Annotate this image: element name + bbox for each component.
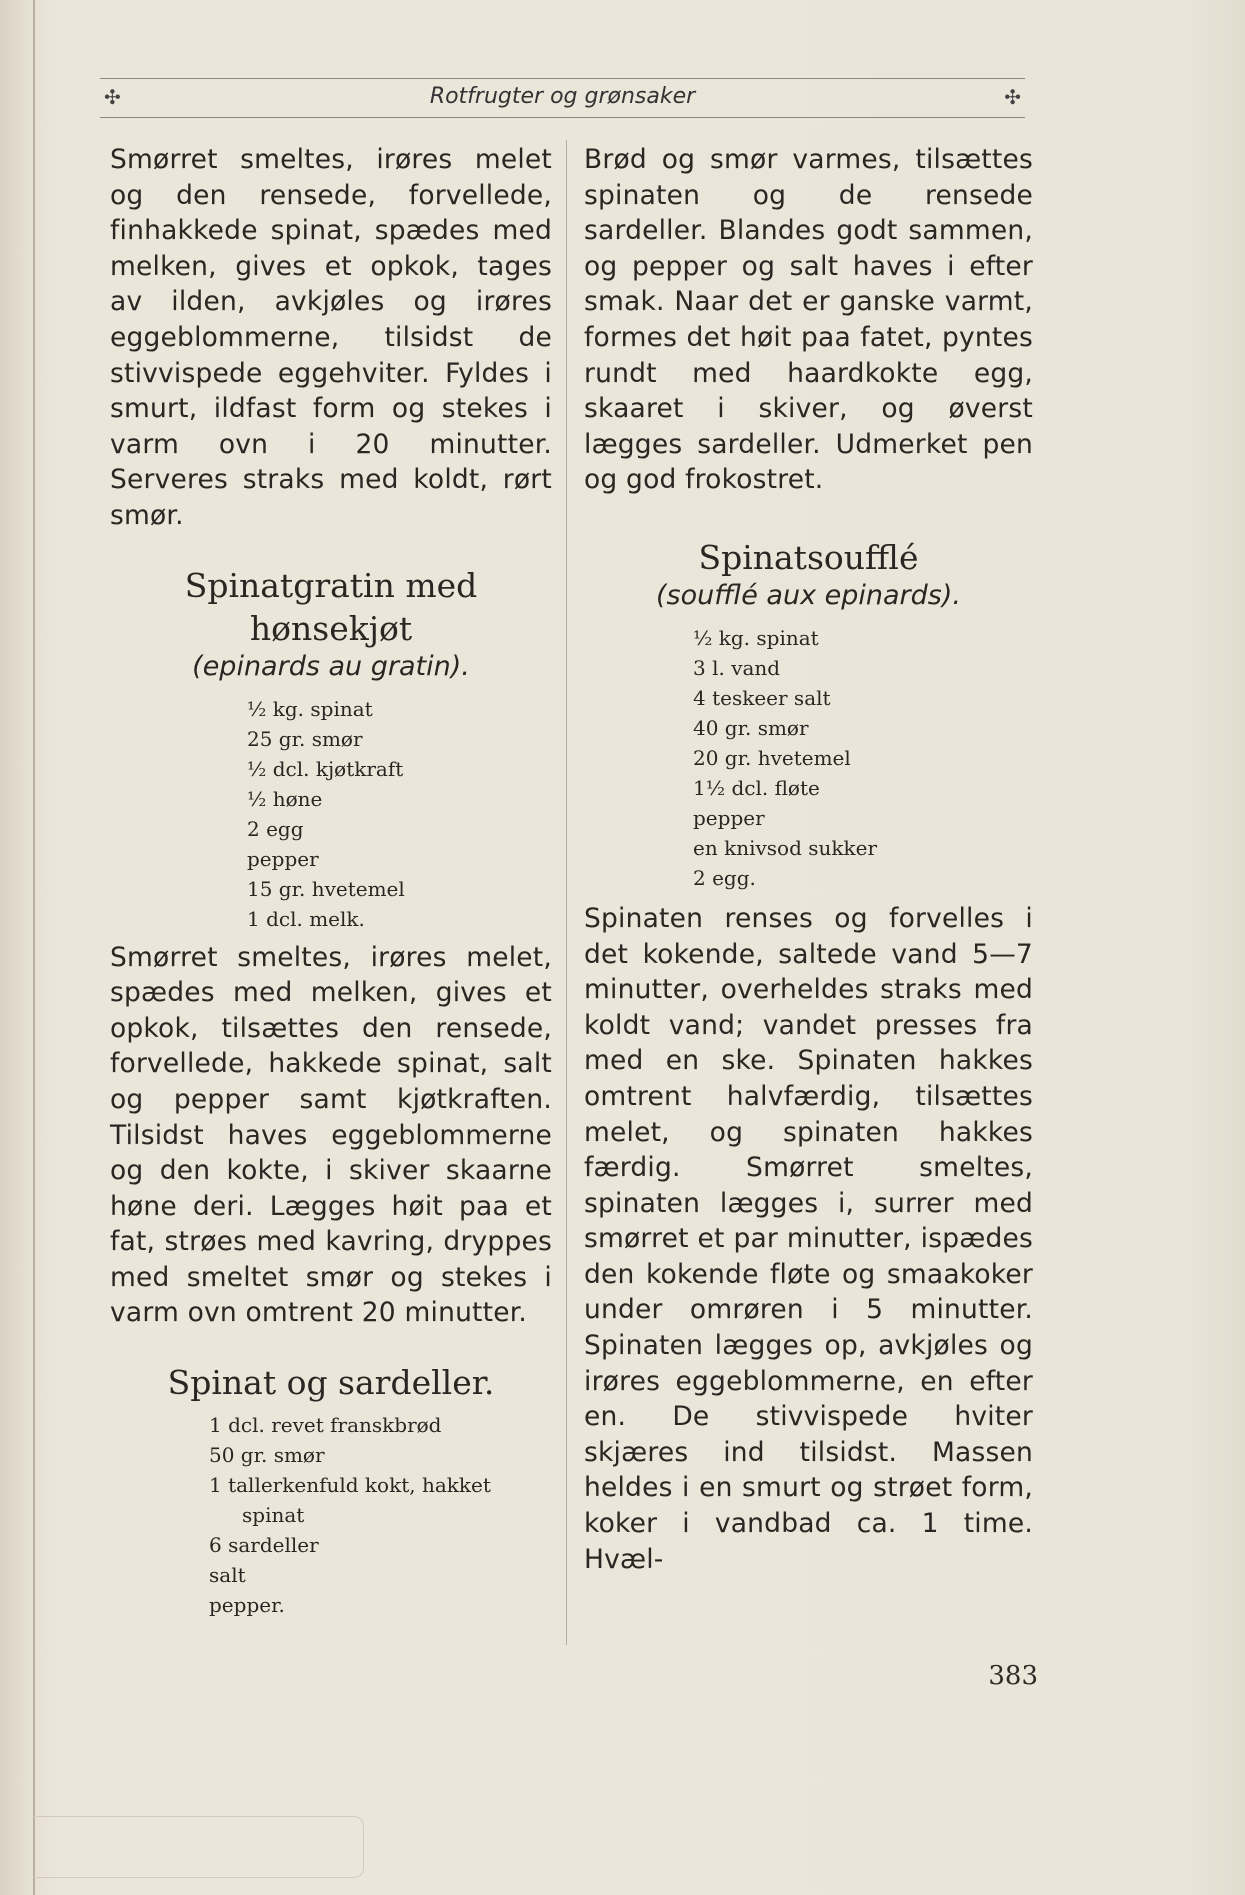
ingredient-item: salt: [209, 1563, 246, 1588]
binding-edge: [33, 0, 35, 1895]
running-header-title: Rotfrugter og grønsaker: [429, 84, 696, 109]
ingredient-item: 15 gr. hvetemel: [247, 876, 405, 901]
ornament-left-icon: ✣: [104, 85, 121, 109]
running-header: [100, 78, 1025, 118]
ingredient-item: en knivsod sukker: [693, 835, 878, 860]
ingredient-item: 50 gr. smør: [209, 1443, 325, 1468]
ingredient-item: 6 sardeller: [209, 1533, 319, 1558]
ingredient-item: pepper.: [209, 1593, 285, 1618]
ingredient-list-spinatsouffle: [693, 623, 1033, 893]
recipe-title-line2: hønsekjøt: [249, 608, 413, 648]
ingredient-item: 1 dcl. melk.: [247, 906, 365, 931]
ingredient-list-spinat-og-sardeller: [209, 1410, 552, 1620]
ingredient-list-spinatgratin: [247, 694, 552, 934]
recipe-title-spinatsouffle: Spinatsoufflé: [698, 537, 919, 577]
ingredient-item: 2 egg.: [693, 865, 756, 890]
recipe-subtitle-spinatgratin: (epinards au gratin).: [192, 650, 470, 682]
continued-recipe-text: Smørret smeltes, irøres melet og den rensede, forvellede, finhakkede spinat, spædes med melken, gives et opkok, tages av ilden, avkjøles og irøres eggeblommerne, tilsidst de stivvispede eggehviter. Fyldes i smurt, ildfast form og stekes i varm ovn i 20 minutter. Serveres straks med koldt, rørt smør.: [110, 144, 552, 531]
recipe-title-spinatgratin: [110, 564, 552, 650]
ingredient-item: pepper: [693, 805, 765, 830]
recipe-title-spinat-og-sardeller: Spinat og sardeller.: [167, 1363, 495, 1403]
ingredient-item: 1½ dcl. fløte: [693, 775, 820, 800]
ingredient-item: pepper: [247, 846, 319, 871]
recipe-title-line1: Spinatgratin med: [184, 565, 478, 605]
ingredient-item: ½ kg. spinat: [693, 625, 819, 650]
ingredient-item: 2 egg: [247, 816, 304, 841]
ingredient-item: ½ kg. spinat: [247, 696, 373, 721]
ingredient-item: 25 gr. smør: [247, 726, 363, 751]
ingredient-item: 20 gr. hvetemel: [693, 745, 851, 770]
left-column: [110, 142, 552, 1620]
column-divider: [566, 140, 567, 1645]
page-corner-mark: [33, 1816, 364, 1878]
recipe-method-spinatsouffle: Spinaten renses og forvelles i det kokende, saltede vand 5—7 minutter, overheldes straks med koldt vand; vandet presses fra med en ske. Spinaten hakkes omtrent halvfærdig, tilsættes melet, og spinaten hakkes færdig. Smørret smeltes, spinaten lægges i, surrer med smørret et par minutter, ispædes den kokende fløte og smaakoker under omrøren i 5 minutter. Spinaten lægges op, avkjøles og irøres eggeblommerne, en efter en. De stivvispede hviter skjæres ind tilsidst. Massen heldes i en smurt og strøet form, koker i vandbad ca. 1 time. Hvæl-: [584, 902, 1033, 1575]
ingredient-item: spinat: [242, 1503, 305, 1528]
ingredient-item: 40 gr. smør: [693, 715, 809, 740]
ingredient-item: 3 l. vand: [693, 655, 781, 680]
page-number: 383: [988, 1661, 1038, 1691]
ornament-right-icon: ✣: [1004, 85, 1021, 109]
right-column: [584, 142, 1033, 1577]
recipe-method-spinat-og-sardeller: Brød og smør varmes, tilsættes spinaten og de rensede sardeller. Blandes godt sammen, og pepper og salt haves i efter smak. Naar det er ganske varmt, formes det høit paa fatet, pyntes rundt med haardkokte egg, skaaret i skiver, og øverst lægges sardeller. Udmerket pen og god frokostret.: [584, 144, 1033, 496]
ingredient-item: ½ høne: [247, 786, 323, 811]
ingredient-item: ½ dcl. kjøtkraft: [247, 756, 404, 781]
ingredient-item: 1 dcl. revet franskbrød: [209, 1413, 442, 1438]
ingredient-item: 4 teskeer salt: [693, 685, 831, 710]
recipe-subtitle-spinatsouffle: (soufflé aux epinards).: [656, 579, 961, 611]
recipe-method-spinatgratin: Smørret smeltes, irøres melet, spædes med melken, gives et opkok, tilsættes den rensede, forvellede, hakkede spinat, salt og pepper samt kjøtkraften. Tilsidst haves eggeblommerne og den kokte, i skiver skaarne høne deri. Lægges høit paa et fat, strøes med kavring, dryppes med smeltet smør og stekes i varm ovn omtrent 20 minutter.: [110, 941, 552, 1329]
ingredient-item: 1 tallerkenfuld kokt, hakket: [209, 1473, 491, 1498]
